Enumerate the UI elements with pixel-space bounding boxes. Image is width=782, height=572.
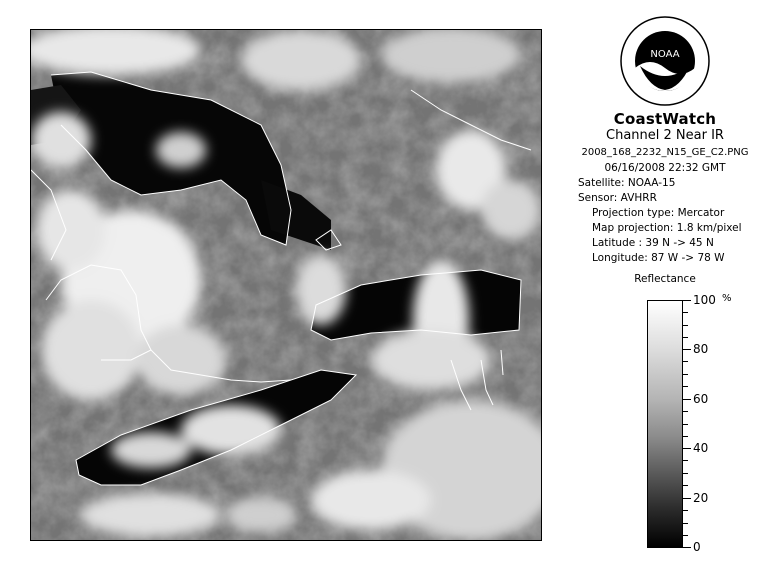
- colorbar-minor-tick: [683, 523, 688, 524]
- satellite-image-render: [31, 30, 541, 540]
- colorbar-major-tick: [683, 349, 691, 350]
- colorbar-minor-tick: [683, 424, 688, 425]
- colorbar-minor-tick: [683, 325, 688, 326]
- colorbar-tick-label: 0: [693, 540, 701, 554]
- logo-text: NOAA: [650, 49, 680, 60]
- colorbar-tick-label: 80: [693, 342, 709, 356]
- colorbar-minor-tick: [683, 510, 688, 511]
- colorbar-major-tick: [683, 300, 691, 301]
- colorbar-minor-tick: [683, 411, 688, 412]
- sensor-label: Sensor: AVHRR: [578, 192, 657, 204]
- channel-subtitle: Channel 2 Near IR: [606, 128, 724, 143]
- noaa-logo: [620, 16, 710, 106]
- colorbar-major-tick: [683, 448, 691, 449]
- colorbar-major-tick: [683, 399, 691, 400]
- reflectance-colorbar: [647, 300, 683, 548]
- colorbar-minor-tick: [683, 535, 688, 536]
- colorbar-minor-tick: [683, 337, 688, 338]
- colorbar-tick-label: 20: [693, 491, 709, 505]
- colorbar-minor-tick: [683, 386, 688, 387]
- colorbar-major-tick: [683, 498, 691, 499]
- colorbar-label: Reflectance: [634, 273, 696, 285]
- colorbar-tick-label: 60: [693, 392, 709, 406]
- file-name: 2008_168_2232_N15_GE_C2.PNG: [581, 147, 749, 158]
- colorbar-minor-tick: [683, 460, 688, 461]
- colorbar-minor-tick: [683, 374, 688, 375]
- longitude-range: Longitude: 87 W -> 78 W: [592, 252, 725, 264]
- latitude-range: Latitude : 39 N -> 45 N: [592, 237, 714, 249]
- colorbar-tick-label: 40: [693, 441, 709, 455]
- colorbar-minor-tick: [683, 361, 688, 362]
- colorbar-tick-label: 100: [693, 293, 716, 307]
- colorbar-unit: %: [722, 293, 732, 304]
- satellite-label: Satellite: NOAA-15: [578, 177, 676, 189]
- satellite-image: [30, 29, 542, 541]
- product-title: CoastWatch: [613, 110, 717, 128]
- colorbar-minor-tick: [683, 312, 688, 313]
- projection-type: Projection type: Mercator: [592, 207, 725, 219]
- map-projection: Map projection: 1.8 km/pixel: [592, 222, 742, 234]
- colorbar-minor-tick: [683, 485, 688, 486]
- colorbar-minor-tick: [683, 473, 688, 474]
- colorbar-major-tick: [683, 547, 691, 548]
- date-time: 06/16/2008 22:32 GMT: [604, 162, 726, 174]
- colorbar-minor-tick: [683, 436, 688, 437]
